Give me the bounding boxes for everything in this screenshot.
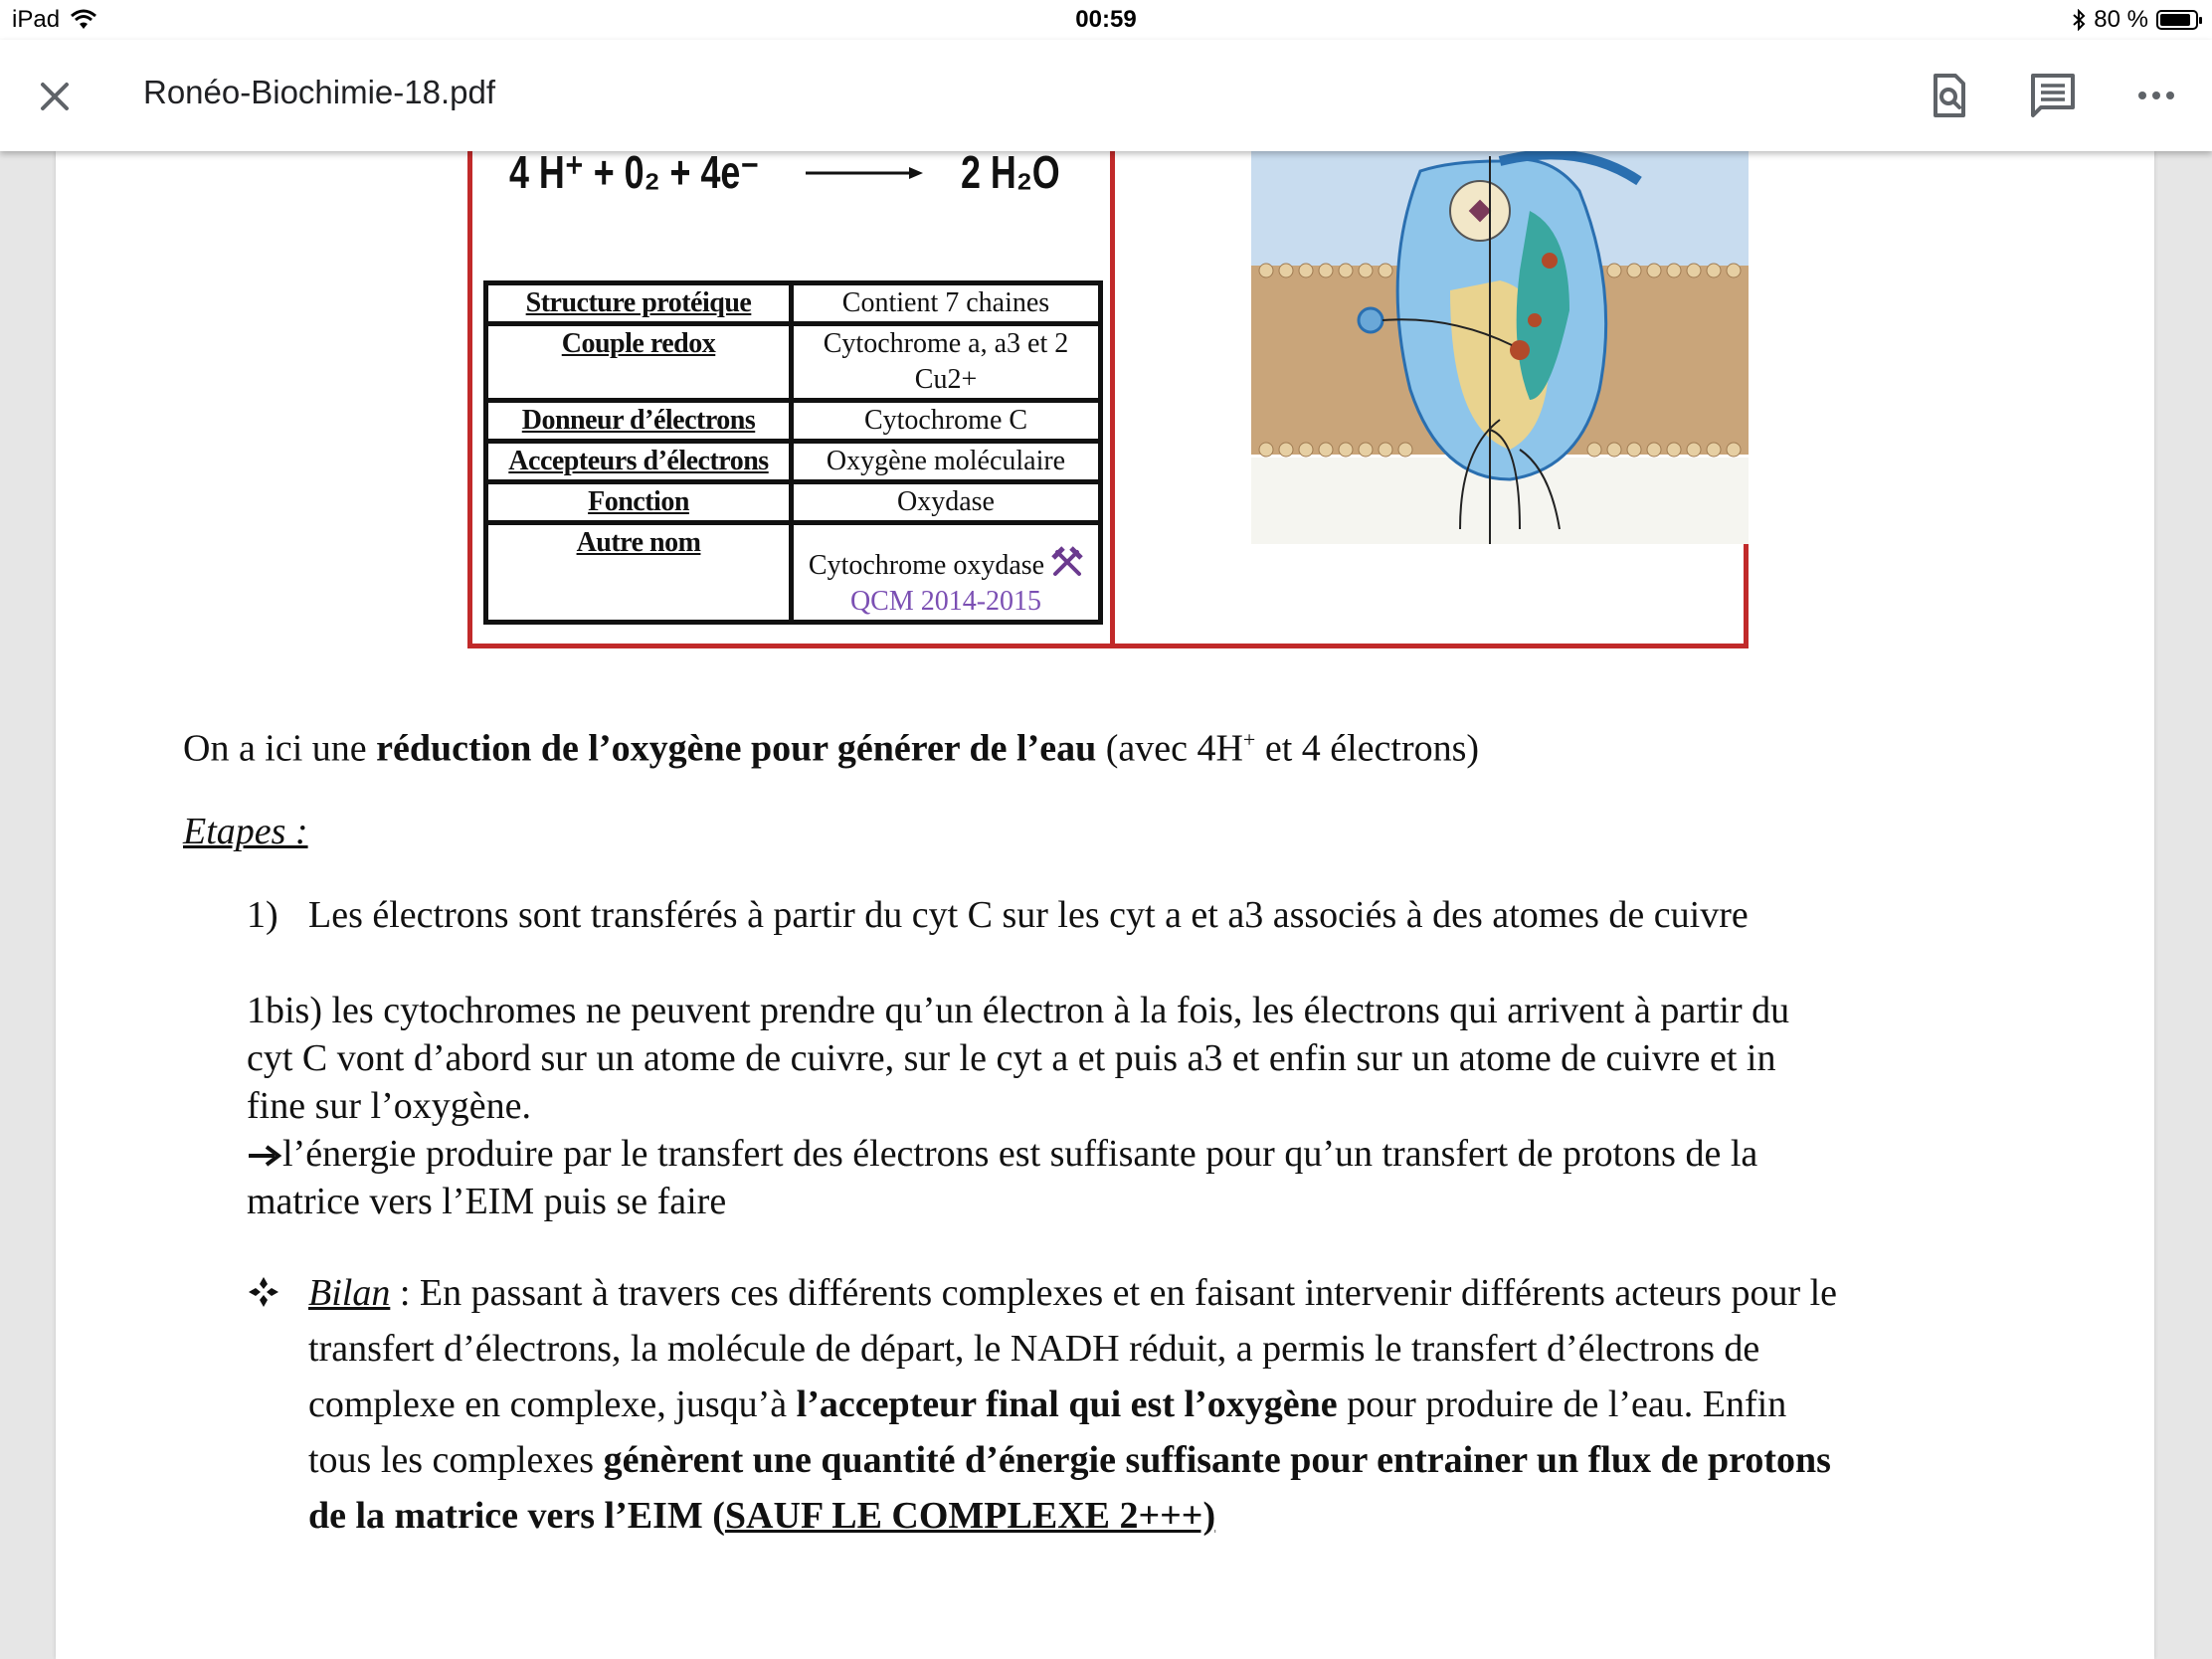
reaction-arrow-icon [806,163,925,183]
close-button[interactable] [30,72,80,121]
diamond-bullet-icon [247,1275,280,1309]
table-row: Couple redox Cytochrome a, a3 et 2 Cu2+ [486,324,1101,401]
pdf-toolbar [0,40,2212,151]
step-1-number: 1) [247,894,278,936]
more-options-button[interactable] [2130,70,2182,121]
more-horizontal-icon [2130,70,2182,121]
battery-percent: 80 % [2094,6,2148,33]
table-row: Structure protéique Contient 7 chaines [486,283,1101,324]
membrane-complex-illustration [1251,151,1749,544]
device-name: iPad [12,6,61,33]
equation-products: 2 H₂O [961,151,1060,198]
step-1bis-line: fine sur l’oxygène. [247,1085,531,1127]
qcm-note: QCM 2014-2015 [849,586,1042,617]
right-arrow-icon [247,1143,282,1169]
complex-iv-figure [444,151,1806,678]
intro-paragraph: On a ici une réduction de l’oxygène pour générer de l’eau (avec 4H+ et 4 électrons) [183,727,1480,770]
energy-note: l’énergie produire par le transfert des électrons est suffisante pour qu’un transfert de protons de la [247,1130,1757,1178]
battery-icon [2156,10,2198,30]
bilan-label: Bilan [308,1272,391,1314]
document-title: Ronéo-Biochimie-18.pdf [143,74,496,110]
step-1-text: Les électrons sont transférés à partir du cyt C sur les cyt a et a3 associés à des atomes de cuivre [308,894,1749,936]
pdf-page[interactable] [56,151,2154,1659]
table-row: Accepteurs d’électrons Oxygène moléculaire [486,442,1101,482]
bluetooth-icon [2072,9,2086,31]
hammer-pick-icon [1051,546,1083,578]
comment-icon [2027,70,2079,121]
document-search-icon [1924,70,1975,121]
status-bar [0,0,2212,40]
comments-button[interactable] [2027,70,2079,121]
etapes-heading: Etapes : [183,811,308,852]
bilan-paragraph: Bilan : En passant à travers ces différents complexes et en faisant intervenir différents acteurs pour le transfert d’électrons, la molécule de départ, le NADH réduit, a permis le transfert d’électrons de complexe en complexe, jusqu’à l’accepteur final qui est l’oxygène pour produire de l’eau. Enfin tous les complexes génèrent une quantité d’énergie suffisante pour entrainer un flux de protons de la matrice vers l’EIM (SAUF LE COMPLEXE 2+++) [308,1272,1838,1537]
equation-reactants: 4 H⁺ + 0₂ + 4e⁻ [509,151,760,198]
table-row: Donneur d’électrons Cytochrome C [486,401,1101,442]
table-row: Fonction Oxydase [486,482,1101,523]
energy-note-line: matrice vers l’EIM puis se faire [247,1181,727,1222]
step-1bis-line: cyt C vont d’abord sur un atome de cuivre, sur le cyt a et puis a3 et enfin sur un atome de cuivre et in [247,1037,1776,1079]
table-row: Autre nom Cytochrome oxydase QCM 2014-2015 [486,523,1101,623]
step-1bis-line: 1bis) les cytochromes ne peuvent prendre qu’un électron à la fois, les électrons qui arrivent à partir du [247,990,1790,1031]
complex-properties-table [483,280,1103,625]
clock: 00:59 [1075,6,1137,33]
close-icon [30,72,80,121]
search-document-button[interactable] [1924,70,1975,121]
